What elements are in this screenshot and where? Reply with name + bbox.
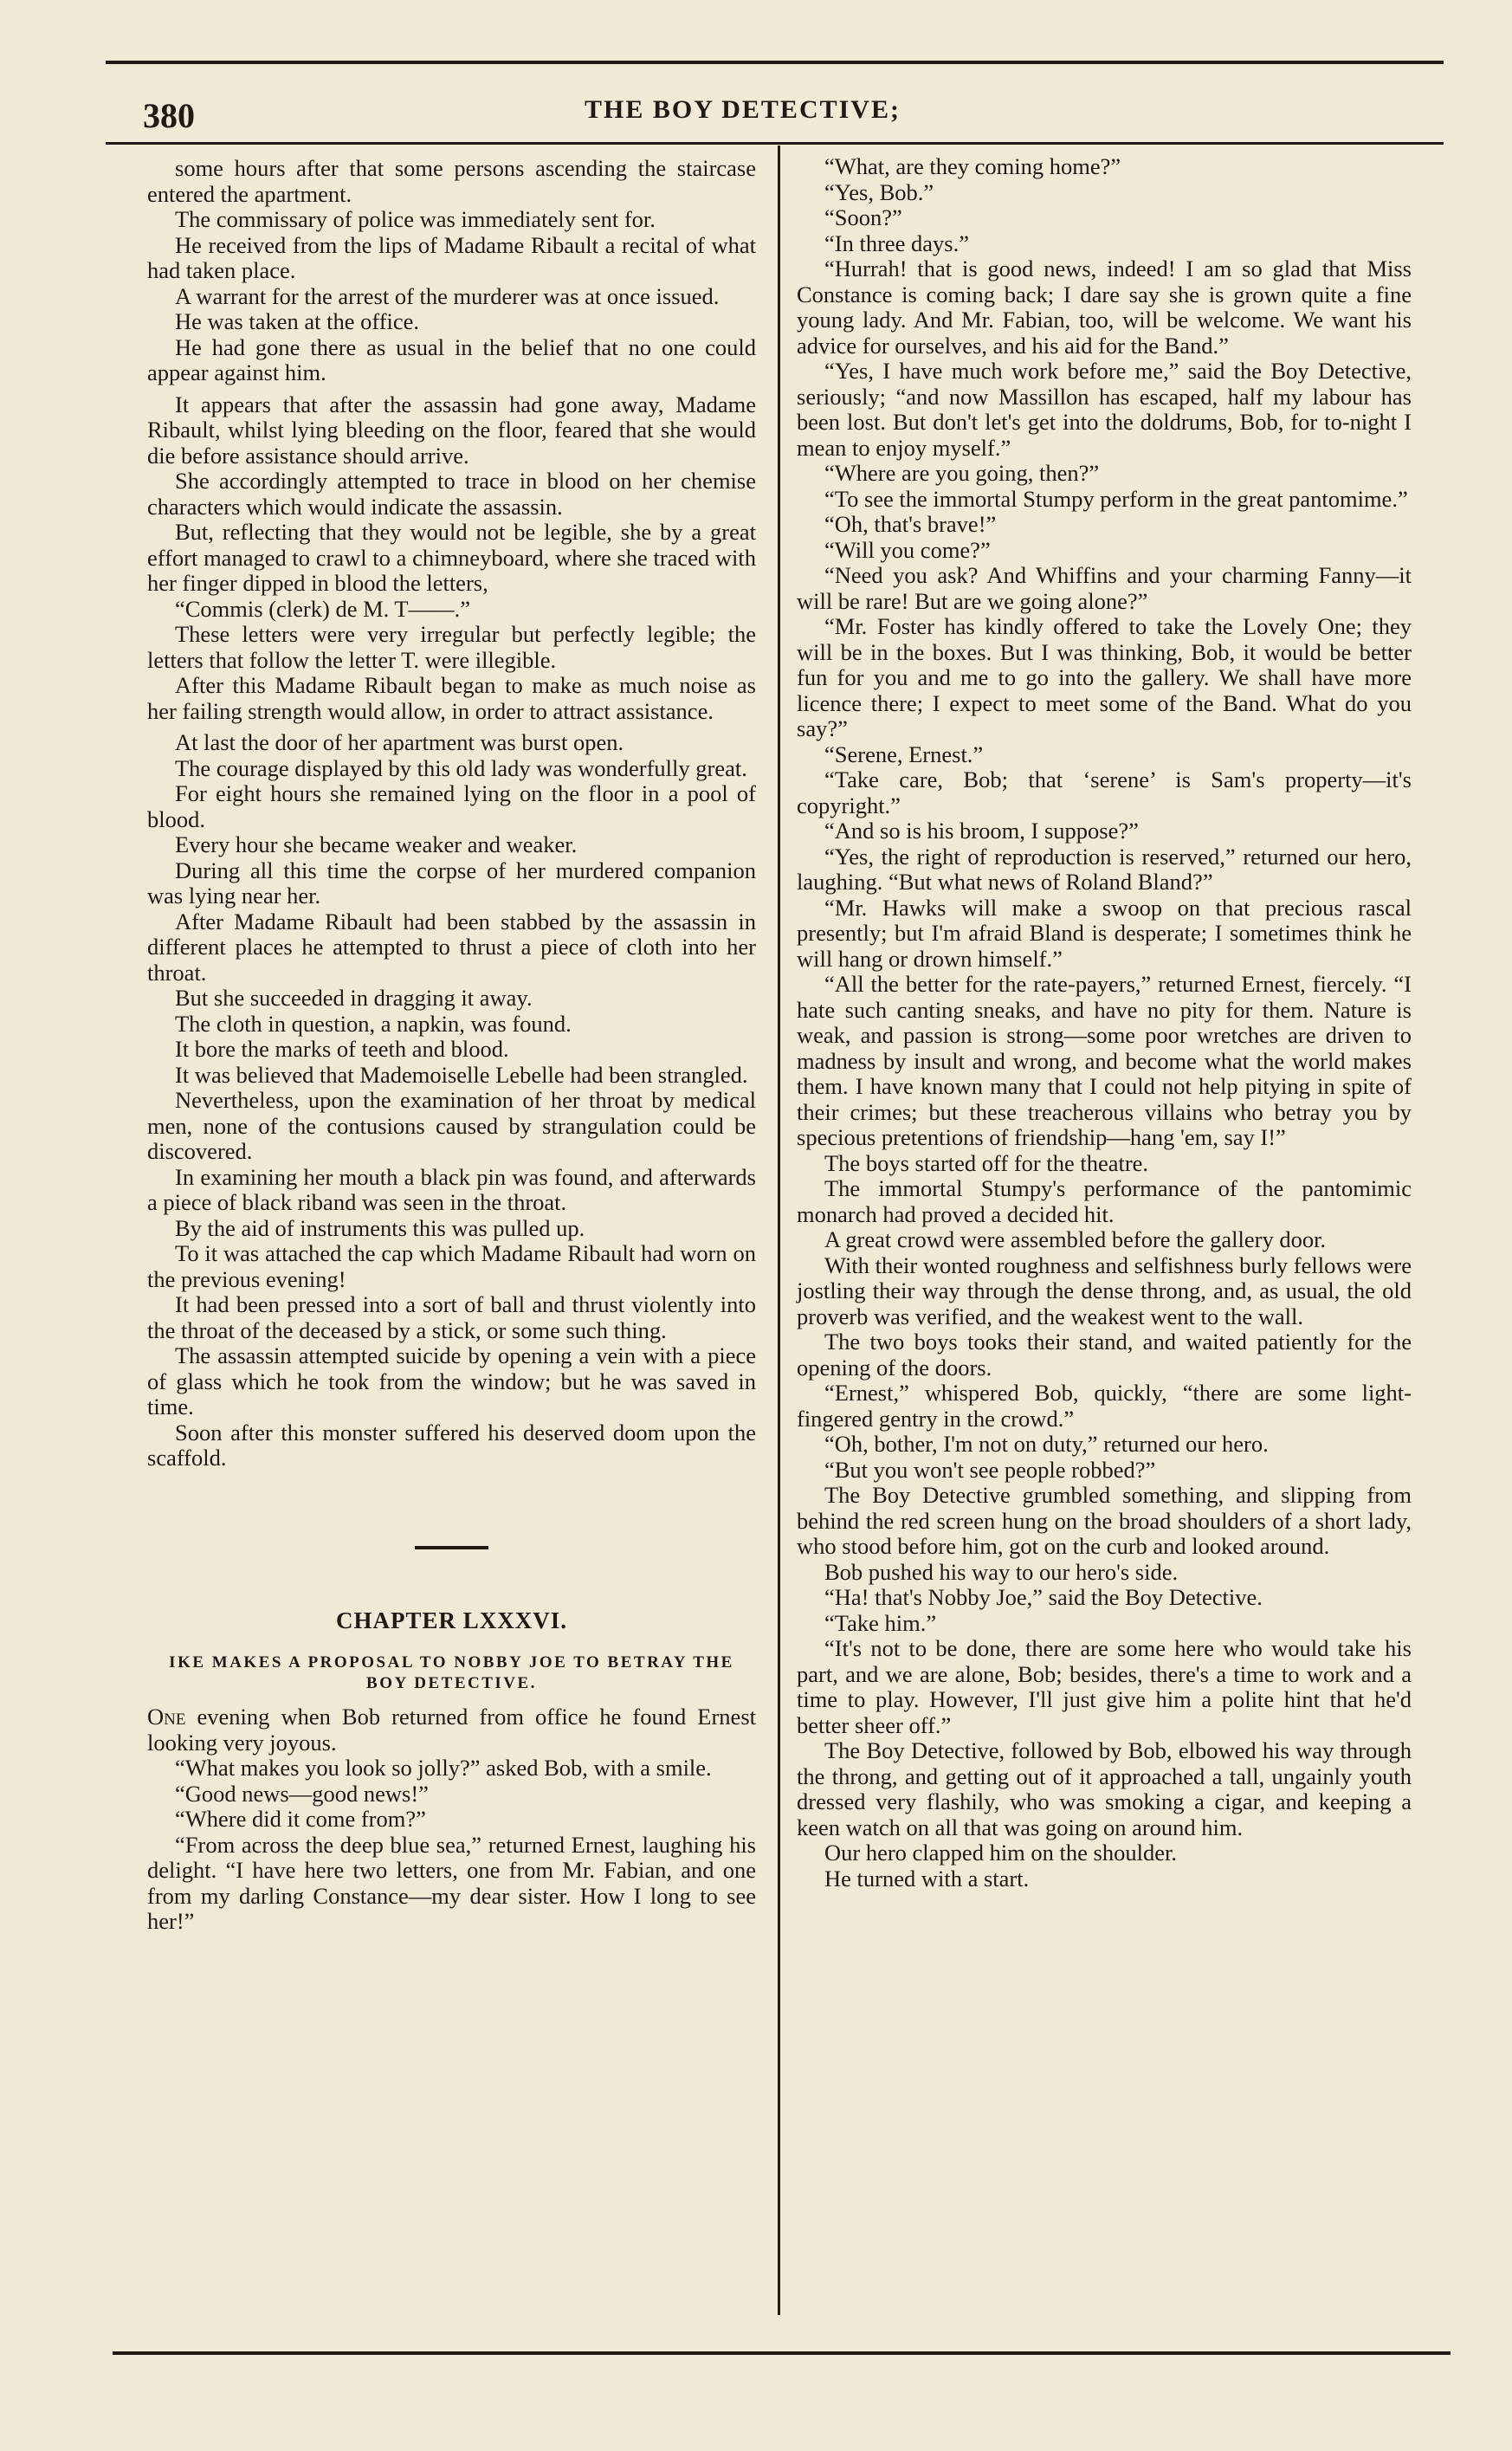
paragraph: “Need you ask? And Whiffins and your charming Fanny—it will be rare! But are we going alone?” (797, 562, 1412, 614)
page-number: 380 (143, 96, 195, 135)
paragraph: In examining her mouth a black pin was found, and afterwards a piece of black riband was seen in the throat. (147, 1163, 756, 1215)
left-column (147, 156, 756, 1935)
paragraph: Bob pushed his way to our hero's side. (824, 1558, 1179, 1585)
paragraph: “Mr. Hawks will make a swoop on that precious rascal presently; but I'm afraid Bland is desperate; I sometimes think he will hang or drown himself.” (797, 894, 1412, 972)
paragraph: “All the better for the rate-payers,” returned Ernest, fiercely. “I hate such canting sneaks, and have no pity for them. Nature is weak, and passion is strong—some poor wretches are driven to madness by insult and wrong, and become what the world makes them. I have known many that I could not help pitying in spite of their crimes; but these treacherous villains who betray you by specious pretentions of friendship—hang 'em, say I!” (797, 971, 1412, 1150)
chapter-first-paragraph-text: evening when Bob returned from office he found Ernest looking very joyous. (147, 1704, 756, 1756)
bottom-rule (113, 2351, 1451, 2355)
paragraph: “Good news—good news!” (175, 1780, 429, 1807)
section-divider (415, 1546, 488, 1549)
paragraph: “Commis (clerk) de M. T——.” (175, 595, 470, 622)
paragraph: The boys started off for the theatre. (824, 1149, 1149, 1176)
paragraph: But, reflecting that they would not be legible, she by a great effort managed to crawl to a chimneyboard, where she traced with her finger dipped in blood the letters, (147, 519, 756, 596)
paragraph: “Ha! that's Nobby Joe,” said the Boy Detective. (824, 1584, 1263, 1610)
paragraph: At last the door of her apartment was burst open. (175, 729, 624, 755)
paragraph: “Yes, Bob.” (824, 178, 934, 205)
chapter-paragraphs (147, 1756, 756, 1935)
right-column (797, 154, 1412, 1892)
paragraph: Soon after this monster suffered his deserved doom upon the scaffold. (147, 1419, 756, 1471)
paragraph: She accordingly attempted to trace in blood on her chemise characters which would indicate the assassin. (147, 468, 756, 520)
paragraph: A warrant for the arrest of the murderer was at once issued. (175, 282, 720, 309)
paragraph: It was believed that Mademoiselle Lebelle had been strangled. (175, 1061, 748, 1088)
paragraph: “Soon?” (824, 204, 902, 230)
paragraph: During all this time the corpse of her murdered companion was lying near her. (147, 857, 756, 909)
paragraph: After this Madame Ribault began to make as much noise as her failing strength would allow, in order to attract assistance. (147, 672, 756, 724)
paragraph: “But you won't see people robbed?” (824, 1456, 1156, 1483)
paragraph: “Hurrah! that is good news, indeed! I am so glad that Miss Constance is coming back; I dare say she is grown quite a fine young lady. And Mr. Fabian, too, will be welcome. We want his advice for ourselves, and his aid for the Band.” (797, 255, 1412, 359)
column-rule (778, 146, 780, 2315)
paragraph: The cloth in question, a napkin, was found. (175, 1010, 572, 1037)
paragraph: The Boy Detective, followed by Bob, elbowed his way through the throng, and getting out of it approached a tall, ungainly youth dressed very flashily, who was smoking a cigar, and keeping a keen watch on all that was going on around him. (797, 1737, 1412, 1840)
paragraph: It bore the marks of teeth and blood. (175, 1036, 509, 1062)
paragraph: It appears that after the assassin had gone away, Madame Ribault, whilst lying bleeding on the floor, feared that she would die before assistance should arrive. (147, 391, 756, 469)
paragraph: After Madame Ribault had been stabbed by the assassin in different places he attempted to thrust a piece of cloth into her throat. (147, 908, 756, 986)
paragraph: The two boys tooks their stand, and waited patiently for the opening of the doors. (797, 1329, 1412, 1381)
paragraph: The Boy Detective grumbled something, and slipping from behind the red screen hung on the broad shoulders of a short lady, who stood before him, got on the curb and looked around. (797, 1482, 1412, 1559)
paragraph: “Yes, the right of reproduction is reserved,” returned our hero, laughing. “But what news of Roland Bland?” (797, 843, 1412, 895)
paragraph: “Oh, that's brave!” (824, 511, 997, 537)
paragraph: He turned with a start. (824, 1865, 1030, 1892)
paragraph: “To see the immortal Stumpy perform in the great pantomime.” (824, 485, 1408, 512)
paragraph: By the aid of instruments this was pulled up. (175, 1214, 585, 1241)
paragraph: Every hour she became weaker and weaker. (175, 831, 578, 857)
paragraph: “Take him.” (824, 1609, 937, 1636)
paragraph: “And so is his broom, I suppose?” (824, 818, 1139, 844)
paragraph: With their wonted roughness and selfishness burly fellows were jostling their way through the dense throng, and, as usual, the old proverb was verified, and the weakest went to the wall. (797, 1251, 1412, 1329)
paragraph: “It's not to be done, there are some here who would take his part, and we are alone, Bob; besides, there's a time to work and a time to play. However, I'll just give him a polite hint that he'd better sheer off.” (797, 1635, 1412, 1738)
paragraph: Nevertheless, upon the examination of her throat by medical men, none of the contusions caused by strangulation could be discovered. (147, 1087, 756, 1164)
paragraph: He had gone there as usual in the belief that no one could appear against him. (147, 333, 756, 385)
paragraph: These letters were very irregular but perfectly legible; the letters that follow the letter T. were illegible. (147, 621, 756, 673)
paragraph: “Yes, I have much work before me,” said the Boy Detective, seriously; “and now Massillon has escaped, half my labour has been lost. But don't let's get into the doldrums, Bob, for to-night I mean to enjoy myself.” (797, 358, 1412, 461)
chapter-first-paragraph (147, 1704, 756, 1756)
chapter-subtitle: IKE MAKES A PROPOSAL TO NOBBY JOE TO BETRAY THE BOY DETECTIVE. (169, 1653, 734, 1692)
paragraph: “Where did it come from?” (175, 1806, 426, 1832)
paragraph: “Mr. Foster has kindly offered to take the Lovely One; they will be in the boxes. But I was thinking, Bob, it would be better fun for you and me to go into the gallery. We shall have more licence there; I expect to meet some of the Band. What do you say?” (797, 613, 1412, 741)
paragraph: The assassin attempted suicide by opening a vein with a piece of glass which he took from the window; but he was saved in time. (147, 1342, 756, 1420)
paragraph: “Ernest,” whispered Bob, quickly, “there are some light-fingered gentry in the crowd.” (797, 1380, 1412, 1432)
paragraph: “In three days.” (824, 230, 970, 256)
paragraph: He was taken at the office. (175, 308, 420, 334)
running-title: THE BOY DETECTIVE; (585, 95, 901, 124)
paragraph: “Oh, bother, I'm not on duty,” returned our hero. (824, 1431, 1269, 1457)
paragraph: “From across the deep blue sea,” returned Ernest, laughing his delight. “I have here two letters, one from Mr. Fabian, and one from my darling Constance—my dear sister. How I long to see her!” (147, 1831, 756, 1934)
top-rule (106, 61, 1444, 64)
paragraph: “Take care, Bob; that ‘serene’ is Sam's property—it's copyright.” (797, 766, 1412, 818)
paragraph: The courage displayed by this old lady was wonderfully great. (175, 754, 747, 781)
paragraph: It had been pressed into a sort of ball and thrust violently into the throat of the deceased by a stick, or some such thing. (147, 1291, 756, 1343)
paragraph: “Serene, Ernest.” (824, 740, 984, 767)
paragraph: “Will you come?” (824, 536, 991, 563)
chapter-title: CHAPTER LXXXVI. (335, 1607, 568, 1633)
paragraph: “Where are you going, then?” (824, 460, 1100, 486)
paragraph: “What, are they coming home?” (824, 153, 1121, 179)
header-rule (106, 142, 1444, 145)
left-column-paragraphs (147, 156, 756, 1471)
paragraph: A great crowd were assembled before the gallery door. (824, 1226, 1327, 1252)
right-column-paragraphs (797, 154, 1412, 1892)
chapter-first-word: One (147, 1704, 186, 1730)
paragraph: To it was attached the cap which Madame Ribault had worn on the previous evening! (147, 1240, 756, 1292)
paragraph: For eight hours she remained lying on the floor in a pool of blood. (147, 780, 756, 832)
paragraph: He received from the lips of Madame Ribault a recital of what had taken place. (147, 231, 756, 283)
paragraph: The immortal Stumpy's performance of the pantomimic monarch had proved a decided hit. (797, 1175, 1412, 1227)
paragraph: But she succeeded in dragging it away. (175, 985, 533, 1011)
paragraph: The commissary of police was immediately sent for. (175, 206, 656, 232)
paragraph: “What makes you look so jolly?” asked Bob, with a smile. (175, 1755, 712, 1781)
paragraph: Our hero clapped him on the shoulder. (824, 1840, 1177, 1866)
paragraph: some hours after that some persons ascending the staircase entered the apartment. (147, 155, 756, 207)
